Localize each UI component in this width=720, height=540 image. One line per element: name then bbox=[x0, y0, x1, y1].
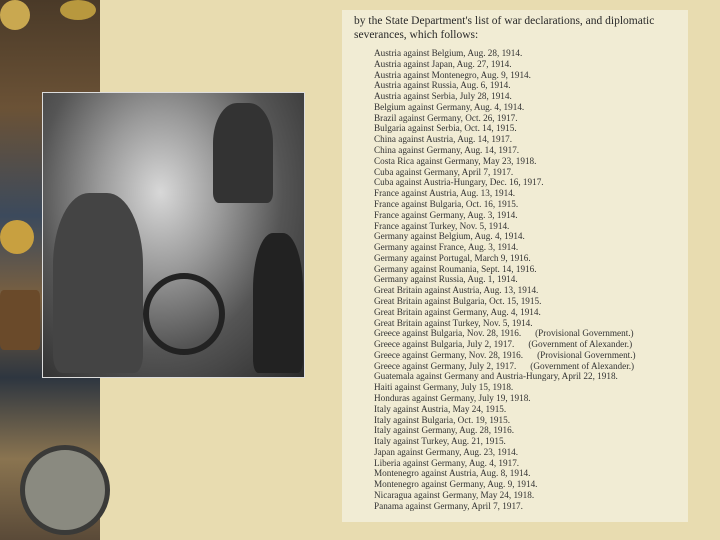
figure-shape bbox=[213, 103, 273, 203]
government-note: (Provisional Government.) bbox=[535, 328, 634, 339]
list-item bbox=[374, 318, 636, 329]
government-note: (Government of Alexander.) bbox=[528, 339, 633, 350]
list-item bbox=[374, 177, 636, 188]
declaration-text: Germany against Belgium, Aug. 4, 1914. bbox=[374, 231, 525, 242]
list-item bbox=[374, 221, 636, 232]
list-item bbox=[374, 296, 636, 307]
list-item bbox=[374, 447, 636, 458]
list-item bbox=[374, 210, 636, 221]
list-item bbox=[374, 382, 636, 393]
list-item bbox=[374, 264, 636, 275]
list-item bbox=[374, 393, 636, 404]
assassination-illustration bbox=[42, 92, 305, 378]
government-note: (Government of Alexander.) bbox=[530, 360, 635, 371]
declaration-text: Austria against Japan, Aug. 27, 1914. bbox=[374, 58, 512, 69]
declaration-text: Austria against Belgium, Aug. 28, 1914. bbox=[374, 48, 523, 58]
declaration-text: Austria against Montenegro, Aug. 9, 1914. bbox=[374, 69, 531, 80]
list-item bbox=[374, 231, 636, 242]
list-item bbox=[374, 328, 636, 339]
list-item bbox=[374, 59, 636, 70]
declaration-text: Great Britain against Austria, Aug. 13, 1914. bbox=[374, 285, 539, 296]
declaration-text: Costa Rica against Germany, May 23, 1918. bbox=[374, 155, 537, 166]
list-item bbox=[374, 188, 636, 199]
war-declarations-list bbox=[374, 48, 636, 512]
declaration-text: China against Germany, Aug. 14, 1917. bbox=[374, 145, 520, 156]
car-wheel-shape bbox=[143, 273, 225, 355]
list-item bbox=[374, 70, 636, 81]
declaration-text: Greece against Germany, July 2, 1917. bbox=[374, 360, 517, 371]
declaration-text: Montenegro against Austria, Aug. 8, 1914. bbox=[374, 468, 531, 479]
medal-icon bbox=[60, 0, 96, 20]
list-item bbox=[374, 242, 636, 253]
declaration-text: Cuba against Austria-Hungary, Dec. 16, 1917. bbox=[374, 177, 544, 188]
declaration-text: France against Bulgaria, Oct. 16, 1915. bbox=[374, 198, 519, 209]
declaration-text: Greece against Bulgaria, Nov. 28, 1916. bbox=[374, 328, 522, 339]
declaration-text: Panama against Germany, April 7, 1917. bbox=[374, 500, 523, 511]
declaration-text: Bulgaria against Serbia, Oct. 14, 1915. bbox=[374, 123, 517, 134]
declaration-text: Greece against Bulgaria, July 2, 1917. bbox=[374, 339, 515, 350]
declaration-text: Italy against Turkey, Aug. 21, 1915. bbox=[374, 436, 506, 447]
declaration-text: Belgium against Germany, Aug. 4, 1914. bbox=[374, 101, 525, 112]
list-item bbox=[374, 274, 636, 285]
declaration-text: Guatemala against Germany and Austria-Hungary, April 22, 1918. bbox=[374, 371, 618, 382]
declaration-text: Montenegro against Germany, Aug. 9, 1914. bbox=[374, 479, 538, 490]
list-item bbox=[374, 479, 636, 490]
list-item bbox=[374, 102, 636, 113]
figure-shape bbox=[253, 233, 303, 373]
declaration-text: Germany against Portugal, March 9, 1916. bbox=[374, 252, 531, 263]
declaration-text: China against Austria, Aug. 14, 1917. bbox=[374, 134, 513, 145]
declaration-text: Germany against France, Aug. 3, 1914. bbox=[374, 242, 519, 253]
declaration-text: Great Britain against Germany, Aug. 4, 1914. bbox=[374, 306, 541, 317]
declaration-text: Greece against Germany, Nov. 28, 1916. bbox=[374, 349, 524, 360]
declaration-text: France against Turkey, Nov. 5, 1914. bbox=[374, 220, 510, 231]
list-item bbox=[374, 167, 636, 178]
declaration-text: Austria against Serbia, July 28, 1914. bbox=[374, 91, 512, 102]
declaration-text: Great Britain against Bulgaria, Oct. 15, 1915. bbox=[374, 295, 542, 306]
medal-icon bbox=[0, 0, 30, 30]
list-item bbox=[374, 91, 636, 102]
declaration-text: Germany against Roumania, Sept. 14, 1916. bbox=[374, 263, 537, 274]
list-item bbox=[374, 113, 636, 124]
figure-shape bbox=[53, 193, 143, 373]
list-item bbox=[374, 436, 636, 447]
list-item bbox=[374, 371, 636, 382]
list-item bbox=[374, 361, 636, 372]
declaration-text: Liberia against Germany, Aug. 4, 1917. bbox=[374, 457, 520, 468]
declaration-text: Nicaragua against Germany, May 24, 1918. bbox=[374, 490, 535, 501]
list-item bbox=[374, 458, 636, 469]
list-item bbox=[374, 145, 636, 156]
medal-cross-icon bbox=[0, 290, 40, 350]
declaration-text: Italy against Austria, May 24, 1915. bbox=[374, 403, 507, 414]
list-item bbox=[374, 48, 636, 59]
government-note: (Provisional Government.) bbox=[537, 349, 636, 360]
list-item bbox=[374, 285, 636, 296]
list-item bbox=[374, 404, 636, 415]
declaration-text: France against Germany, Aug. 3, 1914. bbox=[374, 209, 518, 220]
list-item bbox=[374, 253, 636, 264]
declaration-text: Great Britain against Turkey, Nov. 5, 1914. bbox=[374, 317, 533, 328]
declaration-text: France against Austria, Aug. 13, 1914. bbox=[374, 188, 516, 199]
compass-icon bbox=[20, 445, 110, 535]
list-item bbox=[374, 123, 636, 134]
declaration-text: Austria against Russia, Aug. 6, 1914. bbox=[374, 80, 511, 91]
declaration-text: Haiti against Germany, July 15, 1918. bbox=[374, 382, 514, 393]
declaration-text: Brazil against Germany, Oct. 26, 1917. bbox=[374, 112, 518, 123]
list-item bbox=[374, 415, 636, 426]
list-item bbox=[374, 307, 636, 318]
declaration-text: Italy against Germany, Aug. 28, 1916. bbox=[374, 425, 514, 436]
list-item bbox=[374, 199, 636, 210]
list-item bbox=[374, 425, 636, 436]
list-item bbox=[374, 156, 636, 167]
declaration-text: Cuba against Germany, April 7, 1917. bbox=[374, 166, 514, 177]
declaration-text: Honduras against Germany, July 19, 1918. bbox=[374, 393, 531, 403]
declaration-text: Japan against Germany, Aug. 23, 1914. bbox=[374, 446, 519, 457]
document-page bbox=[342, 10, 688, 522]
list-item bbox=[374, 501, 636, 512]
declaration-text: Italy against Bulgaria, Oct. 19, 1915. bbox=[374, 414, 510, 425]
list-item bbox=[374, 339, 636, 350]
declaration-text: Germany against Russia, Aug. 1, 1914. bbox=[374, 274, 518, 285]
list-item bbox=[374, 350, 636, 361]
list-item bbox=[374, 490, 636, 501]
list-item bbox=[374, 134, 636, 145]
medal-icon bbox=[0, 220, 34, 254]
list-item bbox=[374, 80, 636, 91]
list-item bbox=[374, 468, 636, 479]
intro-text: by the State Department's list of war declarations, and diplomatic severances, which follows: bbox=[354, 15, 655, 41]
